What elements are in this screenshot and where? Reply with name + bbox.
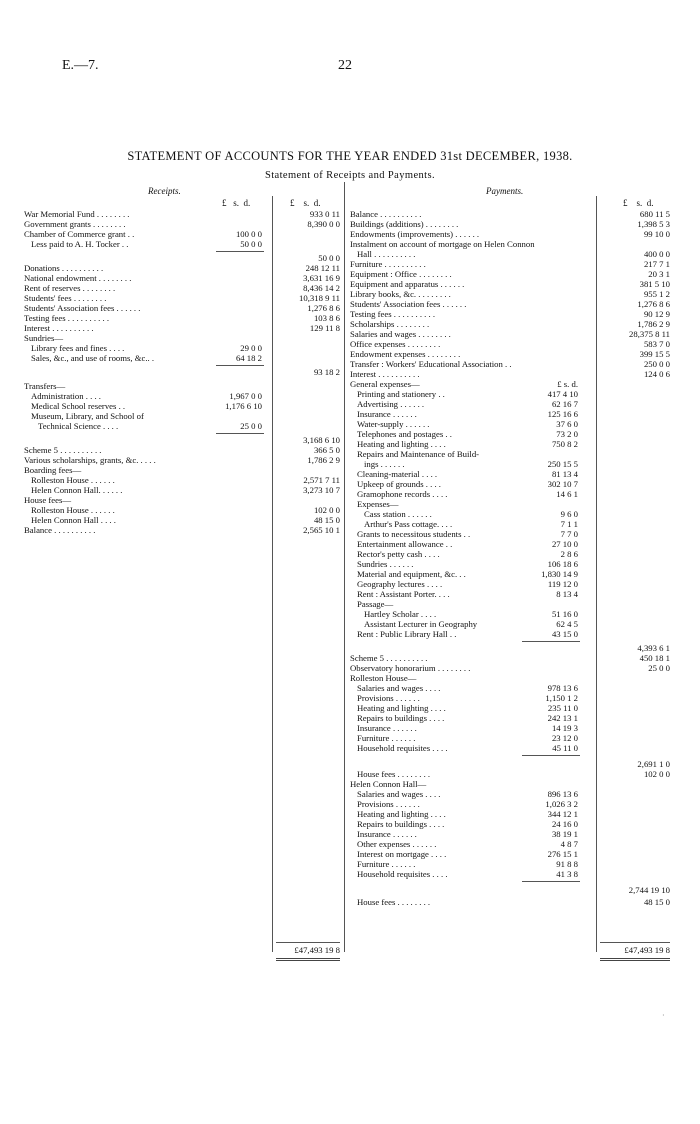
payments-row-amount: 99 10 0 <box>643 229 670 239</box>
receipts-row-amount: 48 15 0 <box>313 515 340 525</box>
receipts-row-label: War Memorial Fund . . . . . . . . <box>24 210 130 219</box>
payments-row-amount: 102 0 0 <box>643 769 670 779</box>
receipts-row-label: Medical School reserves . . <box>31 402 126 411</box>
payments-row-label: Students' Association fees . . . . . . <box>350 300 467 309</box>
payments-row-amount: 20 3 1 <box>648 269 670 279</box>
receipts-row-amount: £47,493 19 8 <box>294 945 340 955</box>
payments-row-amount: 28,375 8 11 <box>629 329 670 339</box>
page-reference: E.—7. <box>62 58 99 73</box>
payments-row-label: Heating and lighting . . . . <box>357 704 446 713</box>
payments-row-amount-inner: 43 15 0 <box>551 629 578 639</box>
receipts-row-label: Less paid to A. H. Tocker . . <box>31 240 129 249</box>
receipts-row-amount-inner: 29 0 0 <box>240 343 262 353</box>
payments-row-label: Provisions . . . . . . <box>357 694 420 703</box>
receipts-row-amount: 2,571 7 11 <box>303 475 340 485</box>
payments-row-amount-inner: 45 11 0 <box>552 743 578 753</box>
payments-row-label: Expenses— <box>357 500 399 509</box>
receipts-row-amount: 3,168 6 10 <box>303 435 340 445</box>
receipts-row-label: Balance . . . . . . . . . . <box>24 526 96 535</box>
payments-row-label: Hall . . . . . . . . . . <box>357 250 416 259</box>
payments-row-label: Gramophone records . . . . <box>357 490 448 499</box>
payments-row-amount: 955 1 2 <box>643 289 670 299</box>
payments-row-amount-inner: 7 1 1 <box>560 519 578 529</box>
payments-subtotal-rule <box>522 641 580 642</box>
payments-row-amount-inner: 23 12 0 <box>551 733 578 743</box>
payments-row-label: Interest on mortgage . . . . <box>357 850 447 859</box>
payments-row-label: Sundries . . . . . . <box>357 560 414 569</box>
payments-row-amount: 1,276 8 6 <box>637 299 670 309</box>
payments-row-label: Furniture . . . . . . . . . . <box>350 260 426 269</box>
payments-row-amount: 25 0 0 <box>648 663 670 673</box>
payments-row-amount-inner: 1,830 14 9 <box>541 569 578 579</box>
payments-row-label: Furniture . . . . . . <box>357 860 416 869</box>
payments-row-label: Salaries and wages . . . . . . . . <box>350 330 451 339</box>
payments-row-label: Interest . . . . . . . . . . <box>350 370 420 379</box>
payments-row-amount-inner: 62 4 5 <box>556 619 578 629</box>
receipts-row-label: Helen Connon Hall. . . . . . <box>31 486 123 495</box>
payments-row-amount-inner: 37 6 0 <box>556 419 578 429</box>
receipts-row-label: Students' fees . . . . . . . . <box>24 294 107 303</box>
receipts-row-label: Various scholarships, grants, &c. . . . . <box>24 456 156 465</box>
receipts-row-amount: 3,631 16 9 <box>303 273 340 283</box>
payments-row-label: Upkeep of grounds . . . . <box>357 480 441 489</box>
statement-title: STATEMENT OF ACCOUNTS FOR THE YEAR ENDED 31st DECEMBER, 1938. <box>127 149 573 163</box>
receipts-row-label: Helen Connon Hall . . . . <box>31 516 116 525</box>
payments-total-double-rule <box>600 958 670 961</box>
receipts-row-amount: 8,436 14 2 <box>303 283 340 293</box>
receipts-row-amount: 10,318 9 11 <box>299 293 340 303</box>
payments-row-amount-inner: 125 16 6 <box>547 409 578 419</box>
payments-row-amount: 250 0 0 <box>643 359 670 369</box>
payments-row-label: Library books, &c. . . . . . . . . <box>350 290 451 299</box>
payments-row-label: Rent : Assistant Porter. . . . <box>357 590 450 599</box>
receipts-row-label: Sundries— <box>24 334 64 343</box>
payments-row-amount: 4,393 6 1 <box>637 643 670 653</box>
payments-row-label: Equipment and apparatus . . . . . . <box>350 280 465 289</box>
payments-row-label: General expenses— <box>350 380 420 389</box>
payments-row-amount-inner: 8 13 4 <box>556 589 578 599</box>
payments-row-label: Furniture . . . . . . <box>357 734 416 743</box>
payments-row-label: Scheme 5 . . . . . . . . . . <box>350 654 428 663</box>
receipts-row-label: Sales, &c., and use of rooms, &c.. . <box>31 354 155 363</box>
payments-row-amount: 1,398 5 3 <box>637 219 670 229</box>
payments-row-label: Scholarships . . . . . . . . <box>350 320 430 329</box>
receipts-row-label: Donations . . . . . . . . . . <box>24 264 104 273</box>
payments-row-amount-inner: 750 8 2 <box>551 439 578 449</box>
payments-row-label: Endowment expenses . . . . . . . . <box>350 350 461 359</box>
receipts-subtotal-rule <box>216 251 264 252</box>
payments-row-label: Insurance . . . . . . <box>357 724 417 733</box>
payments-row-amount-inner: 2 8 6 <box>560 549 578 559</box>
payments-row-label: Advertising . . . . . . <box>357 400 425 409</box>
payments-row-amount-inner: 1,026 3 2 <box>545 799 578 809</box>
payments-row-amount: 48 15 0 <box>643 897 670 907</box>
receipts-row-amount: 50 0 0 <box>318 253 340 263</box>
payments-row-amount-inner: 302 10 7 <box>547 479 578 489</box>
payments-row-label: Grants to necessitous students . . <box>357 530 471 539</box>
payments-row-label: Arthur's Pass cottage. . . . <box>364 520 453 529</box>
payments-row-label: Passage— <box>357 600 394 609</box>
receipts-row-label: Scheme 5 . . . . . . . . . . <box>24 446 102 455</box>
payments-row-label: Other expenses . . . . . . <box>357 840 437 849</box>
payments-row-label: House fees . . . . . . . . <box>357 898 431 907</box>
payments-row-label: Transfer : Workers' Educational Association . . <box>350 360 512 369</box>
receipts-column-rule <box>272 196 273 952</box>
receipts-row-amount: 129 11 8 <box>309 323 340 333</box>
payments-row-label: Office expenses . . . . . . . . <box>350 340 441 349</box>
receipts-row-amount-inner: 64 18 2 <box>235 353 262 363</box>
payments-row-label: Printing and stationery . . <box>357 390 445 399</box>
payments-row-amount-inner: 896 13 6 <box>547 789 578 799</box>
payments-row-amount-inner: 91 8 8 <box>556 859 578 869</box>
payments-row-amount: 583 7 0 <box>643 339 670 349</box>
payments-row-amount-inner: 7 7 0 <box>560 529 578 539</box>
receipts-total-double-rule <box>276 958 340 961</box>
payments-total-top-rule <box>600 942 670 943</box>
payments-row-amount: 381 5 10 <box>639 279 670 289</box>
payments-row-amount: 2,691 1 0 <box>637 759 670 769</box>
payments-row-label: Buildings (additions) . . . . . . . . <box>350 220 459 229</box>
payments-row-label: Testing fees . . . . . . . . . . <box>350 310 436 319</box>
statement-subtitle: Statement of Receipts and Payments. <box>264 170 435 181</box>
receipts-row-label: Administration . . . . <box>31 392 101 401</box>
receipts-row-label: Technical Science . . . . <box>38 422 119 431</box>
page-number: 22 <box>338 58 352 73</box>
payments-row-label: Material and equipment, &c. . . <box>357 570 466 579</box>
payments-row-amount: 400 0 0 <box>643 249 670 259</box>
receipts-col2-currency-header: £ s. d. <box>222 198 251 208</box>
payments-row-amount: 680 11 5 <box>639 209 670 219</box>
payments-row-amount-inner: 4 8 7 <box>560 839 578 849</box>
payments-row-label: Insurance . . . . . . <box>357 830 417 839</box>
payments-row-label: Instalment on account of mortgage on Helen Connon <box>350 240 535 249</box>
payments-row-amount-inner: 73 2 0 <box>556 429 578 439</box>
payments-row-label: Rent : Public Library Hall . . <box>357 630 457 639</box>
payments-row-amount: 90 12 9 <box>643 309 670 319</box>
payments-row-amount: 399 15 5 <box>639 349 670 359</box>
receipts-row-amount: 93 18 2 <box>313 367 340 377</box>
payments-row-amount-inner: 38 19 1 <box>551 829 578 839</box>
payments-row-amount: 2,744 19 10 <box>628 885 670 895</box>
receipts-total-top-rule <box>276 942 340 943</box>
receipts-row-label: Government grants . . . . . . . . <box>24 220 126 229</box>
receipts-row-amount-inner: 100 0 0 <box>235 229 262 239</box>
receipts-row-label: Rolleston House . . . . . . <box>31 476 115 485</box>
payments-row-amount-inner: 235 11 0 <box>547 703 578 713</box>
receipts-row-amount: 366 5 0 <box>313 445 340 455</box>
receipts-row-amount: 102 0 0 <box>313 505 340 515</box>
payments-row-amount-inner: 27 10 0 <box>551 539 578 549</box>
receipts-row-label: Library fees and fines . . . . <box>31 344 125 353</box>
receipts-row-amount: 8,390 0 0 <box>307 219 340 229</box>
receipts-row-amount-inner: 50 0 0 <box>240 239 262 249</box>
receipts-col3-currency-header: £ s. d. <box>290 198 321 208</box>
payments-row-amount-inner: 106 18 6 <box>547 559 578 569</box>
payments-row-amount: 124 0 6 <box>643 369 670 379</box>
payments-row-amount-inner: 81 13 4 <box>551 469 578 479</box>
payments-row-amount: £47,493 19 8 <box>624 945 670 955</box>
receipts-row-label: National endowment . . . . . . . . <box>24 274 132 283</box>
receipts-row-label: Students' Association fees . . . . . . <box>24 304 141 313</box>
payments-row-label: Rector's petty cash . . . . <box>357 550 440 559</box>
payments-row-amount: 217 7 1 <box>643 259 670 269</box>
payments-row-amount-inner: 51 16 0 <box>551 609 578 619</box>
payments-row-label: Cass station . . . . . . <box>364 510 432 519</box>
receipts-row-amount: 103 8 6 <box>313 313 340 323</box>
receipts-row-label: Interest . . . . . . . . . . <box>24 324 94 333</box>
payments-row-amount-inner: 9 6 0 <box>560 509 578 519</box>
receipts-row-label: Chamber of Commerce grant . . <box>24 230 135 239</box>
payments-row-amount-inner: 41 3 8 <box>556 869 578 879</box>
payments-row-amount-inner: 417 4 10 <box>547 389 578 399</box>
payments-row-amount: 1,786 2 9 <box>637 319 670 329</box>
payments-column-rule <box>596 196 597 952</box>
payments-row-amount-inner: 62 16 7 <box>551 399 578 409</box>
payments-row-amount-inner: £ s. d. <box>557 379 578 389</box>
payments-subtotal-rule <box>522 755 580 756</box>
payments-row-label: Cleaning-material . . . . <box>357 470 438 479</box>
payments-row-label: Balance . . . . . . . . . . <box>350 210 422 219</box>
payments-row-label: Provisions . . . . . . <box>357 800 420 809</box>
payments-col3-currency-header: £ s. d. <box>623 198 654 208</box>
payments-row-label: Insurance . . . . . . <box>357 410 417 419</box>
page-mark: · <box>662 1011 665 1020</box>
payments-row-label: Assistant Lecturer in Geography <box>364 620 478 629</box>
receipts-subtotal-rule <box>216 433 264 434</box>
payments-row-label: Repairs and Maintenance of Build- <box>357 450 480 459</box>
receipts-row-amount: 933 0 11 <box>309 209 340 219</box>
payments-row-amount-inner: 276 15 1 <box>547 849 578 859</box>
payments-row-label: Heating and lighting . . . . <box>357 440 446 449</box>
receipts-row-label: House fees— <box>24 496 72 505</box>
payments-row-label: Household requisites . . . . <box>357 870 448 879</box>
payments-subtotal-rule <box>522 881 580 882</box>
payments-row-label: Salaries and wages . . . . <box>357 790 441 799</box>
receipts-subtotal-rule <box>216 365 264 366</box>
payments-row-label: Observatory honorarium . . . . . . . . <box>350 664 471 673</box>
payments-row-amount-inner: 14 6 1 <box>556 489 578 499</box>
payments-row-label: Household requisites . . . . <box>357 744 448 753</box>
receipts-row-label: Boarding fees— <box>24 466 82 475</box>
payments-row-amount-inner: 978 13 6 <box>547 683 578 693</box>
payments-row-label: Helen Connon Hall— <box>350 780 427 789</box>
receipts-row-amount: 248 12 11 <box>305 263 340 273</box>
payments-row-label: House fees . . . . . . . . <box>357 770 431 779</box>
receipts-row-label: Museum, Library, and School of <box>31 412 144 421</box>
receipts-row-amount: 1,786 2 9 <box>307 455 340 465</box>
payments-row-amount-inner: 250 15 5 <box>547 459 578 469</box>
center-column-rule <box>344 182 345 952</box>
payments-row-amount-inner: 242 13 1 <box>547 713 578 723</box>
payments-row-label: Heating and lighting . . . . <box>357 810 446 819</box>
payments-row-label: Rolleston House— <box>350 674 417 683</box>
payments-row-label: Salaries and wages . . . . <box>357 684 441 693</box>
payments-row-label: Entertainment allowance . . <box>357 540 453 549</box>
payments-row-label: Repairs to buildings . . . . <box>357 820 445 829</box>
payments-row-label: Telephones and postages . . <box>357 430 452 439</box>
receipts-row-amount: 3,273 10 7 <box>303 485 340 495</box>
payments-row-label: ings . . . . . . <box>364 460 405 469</box>
receipts-row-label: Testing fees . . . . . . . . . . <box>24 314 110 323</box>
payments-row-amount-inner: 1,150 1 2 <box>545 693 578 703</box>
receipts-row-amount-inner: 25 0 0 <box>240 421 262 431</box>
receipts-row-label: Rolleston House . . . . . . <box>31 506 115 515</box>
payments-row-label: Equipment : Office . . . . . . . . <box>350 270 452 279</box>
payments-row-label: Geography lectures . . . . <box>357 580 443 589</box>
payments-row-amount-inner: 344 12 1 <box>547 809 578 819</box>
payments-row-label: Repairs to buildings . . . . <box>357 714 445 723</box>
receipts-heading: Receipts. <box>148 186 181 196</box>
payments-row-label: Endowments (improvements) . . . . . . <box>350 230 480 239</box>
payments-heading: Payments. <box>486 186 524 196</box>
payments-row-amount-inner: 119 12 0 <box>547 579 578 589</box>
receipts-row-amount-inner: 1,967 0 0 <box>229 391 262 401</box>
receipts-row-label: Rent of reserves . . . . . . . . <box>24 284 116 293</box>
receipts-row-amount: 1,276 8 6 <box>307 303 340 313</box>
receipts-row-label: Transfers— <box>24 382 66 391</box>
payments-row-label: Hartley Scholar . . . . <box>364 610 437 619</box>
payments-row-amount: 450 18 1 <box>639 653 670 663</box>
payments-row-label: Water-supply . . . . . . <box>357 420 430 429</box>
receipts-row-amount-inner: 1,176 6 10 <box>225 401 262 411</box>
payments-row-amount-inner: 14 19 3 <box>551 723 578 733</box>
receipts-row-amount: 2,565 10 1 <box>303 525 340 535</box>
payments-row-amount-inner: 24 16 0 <box>551 819 578 829</box>
